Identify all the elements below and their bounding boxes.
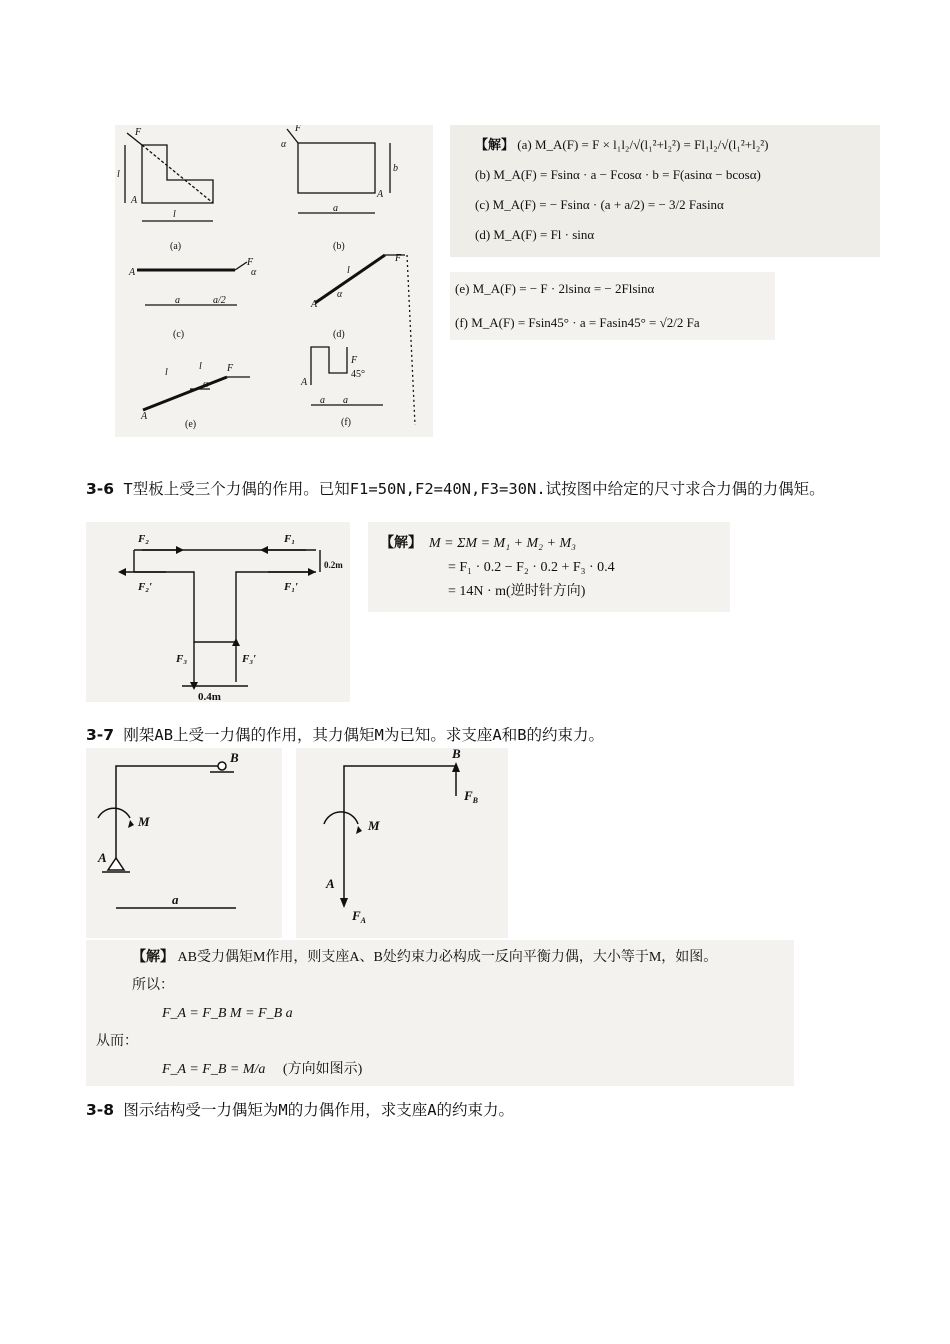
svg-text:b: b [393, 163, 398, 174]
solution-a-d [475, 130, 875, 250]
svg-text:F: F [395, 253, 402, 264]
figures-3-5 [115, 125, 433, 437]
svg-text:α: α [337, 289, 343, 300]
question-number: 3-7 [86, 726, 115, 744]
svg-text:A: A [311, 299, 318, 310]
solution-f: (f) M_A(F) = Fsin45° · a = Fasin45° = √2/2 Fa [455, 315, 700, 330]
svg-text:A: A [326, 876, 335, 891]
solution-3-6 [380, 532, 725, 604]
solution-line-3: = 14N · m(逆时针方向) [448, 584, 586, 599]
svg-text:a: a [343, 395, 348, 406]
solution-note: (方向如图示) [282, 1062, 363, 1077]
svg-text:a: a [320, 395, 325, 406]
svg-text:α: α [281, 139, 287, 150]
svg-text:F: F [135, 127, 142, 138]
free-body-frame [344, 766, 456, 868]
solution-line-2: = F₁ · 0.2 − F₂ · 0.2 + F₃ · 0.4 [448, 560, 615, 575]
svg-text:F: F [351, 355, 358, 366]
svg-text:l: l [117, 169, 120, 180]
svg-text:F₃′: F₃′ [242, 653, 257, 665]
svg-text:F₂: F₂ [138, 533, 150, 545]
svg-text:l: l [347, 265, 350, 276]
svg-text:B: B [230, 750, 239, 765]
svg-text:(b): (b) [333, 241, 345, 252]
svg-text:(c): (c) [173, 329, 185, 340]
rigid-frame [116, 766, 222, 858]
svg-text:0.4m: 0.4m [198, 691, 221, 702]
svg-text:(a): (a) [170, 241, 182, 252]
solution-c: (c) M_A(F) = − Fsinα · (a + a/2) = − 3/2 Fasinα [475, 197, 724, 212]
question-3-8 [86, 1098, 876, 1122]
question-text: 图示结构受一力偶矩为M的力偶作用，求支座A的约束力。 [123, 1101, 515, 1119]
svg-text:F: F [227, 363, 234, 374]
solution-e-f [455, 272, 775, 340]
svg-text:l: l [173, 209, 176, 220]
solution-tag: 【解】 [475, 137, 515, 152]
svg-text:(e): (e) [185, 419, 197, 430]
solution-e: (e) M_A(F) = − F · 2lsinα = − 2Flsinα [455, 281, 655, 296]
svg-text:l: l [165, 367, 168, 378]
solution-a: (a) M_A(F) = F × l₁l₂/√(l₁²+l₂²) = Fl₁l₂/√(l₁²+l₂²) [517, 137, 769, 152]
svg-text:a: a [175, 295, 180, 306]
svg-text:a/2: a/2 [213, 295, 226, 306]
svg-text:l: l [199, 361, 202, 372]
svg-text:a: a [333, 203, 338, 214]
question-3-6 [86, 477, 876, 501]
question-text: T型板上受三个力偶的作用。已知F1=50N,F2=40N,F3=30N.试按图中给定的尺寸求合力偶的力偶矩。 [123, 480, 825, 498]
solution-line-1: M = ΣM = M₁ + M₂ + M₃ [429, 536, 577, 551]
svg-text:F₂′: F₂′ [138, 581, 153, 593]
svg-text:F₃: F₃ [176, 653, 188, 665]
svg-text:A: A [98, 850, 107, 865]
question-text: 刚架AB上受一力偶的作用，其力偶矩M为已知。求支座A和B的约束力。 [123, 726, 605, 744]
svg-text:α: α [203, 379, 209, 390]
svg-text:F₁: F₁ [284, 533, 296, 545]
solution-tag: 【解】 [132, 950, 174, 965]
svg-text:A: A [129, 267, 136, 278]
svg-text:FB: $F_B$ [464, 788, 479, 805]
solution-line-5: F_A = F_B = M/a [162, 1062, 266, 1077]
svg-text:45°: 45° [351, 369, 365, 380]
figure-3-7-left [86, 748, 282, 938]
fig-b-rect [298, 143, 375, 193]
solution-line-3: F_A = F_B M = F_B a [162, 1006, 293, 1021]
svg-text:F: F [295, 125, 302, 134]
svg-text:(d): (d) [333, 329, 345, 340]
svg-text:FA: $F_A$ [352, 908, 367, 925]
svg-text:A: A [377, 189, 384, 200]
svg-text:M: M [138, 814, 150, 829]
svg-text:(f): (f) [341, 417, 351, 428]
solution-line-1: AB受力偶矩M作用，则支座A、B处约束力必构成一反向平衡力偶，大小等于M，如图。 [177, 950, 718, 965]
svg-text:B: B [452, 748, 461, 761]
svg-text:A: A [301, 377, 308, 388]
support-B [218, 762, 226, 770]
figure-3-7-right [296, 748, 508, 938]
solution-tag: 【解】 [380, 536, 422, 551]
solution-d: (d) M_A(F) = Fl · sinα [475, 227, 595, 242]
svg-text:A: A [141, 411, 148, 422]
solution-line-4: 从而： [96, 1034, 138, 1049]
fig-f-frame [311, 347, 347, 385]
svg-text:a: a [172, 892, 179, 907]
support-A [108, 858, 124, 870]
solution-b: (b) M_A(F) = Fsinα · a − Fcosα · b = F(asinα − bcosα) [475, 167, 761, 182]
solution-3-7 [96, 944, 786, 1084]
svg-text:M: M [368, 818, 380, 833]
svg-text:0.2m: 0.2m [324, 560, 343, 570]
question-number: 3-8 [86, 1101, 115, 1119]
t-plate [134, 550, 316, 642]
figure-3-6 [86, 522, 350, 702]
svg-text:α: α [251, 267, 257, 278]
svg-text:F: F [247, 257, 254, 268]
question-number: 3-6 [86, 480, 115, 498]
question-3-7 [86, 723, 876, 747]
solution-line-2: 所以： [132, 978, 174, 993]
svg-text:F₁′: F₁′ [284, 581, 299, 593]
svg-text:A: A [131, 195, 138, 206]
moment-arc [98, 808, 130, 818]
